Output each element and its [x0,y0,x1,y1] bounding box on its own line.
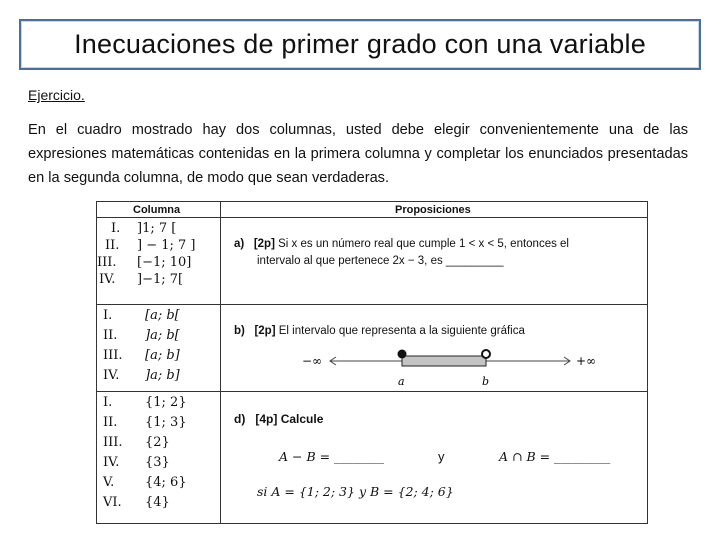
roman-d-6: VI. [103,495,122,510]
value-d-5: {4; 6} [145,475,187,490]
row-divider-1 [97,304,647,305]
roman-b-1: I. [103,308,113,323]
value-b-2: ]a; b[ [145,328,180,343]
roman-d-4: IV. [103,455,120,470]
value-a-3: [−1; 10] [137,255,192,270]
value-b-1: [a; b[ [145,308,180,323]
value-b-4: ]a; b] [145,368,180,383]
prop-d-letter: d) [234,412,246,426]
value-d-4: {3} [145,455,170,470]
col1-header: Columna [133,204,181,216]
label-a: a [398,375,405,388]
roman-a-3: III. [97,255,117,270]
column-divider [220,202,221,523]
conjunction-y: y [438,449,445,464]
proposition-b [234,325,525,337]
number-line-graph [302,344,602,390]
prop-b-points: [2p] [254,325,276,337]
label-b: b [482,375,490,388]
page-title: Inecuaciones de primer grado con una variable [74,29,646,59]
proposition-a [234,238,569,250]
roman-d-2: II. [103,415,118,430]
value-a-4: ]−1; 7[ [137,272,184,287]
roman-a-4: IV. [99,272,116,287]
value-d-3: {2} [145,435,170,450]
prop-d-points: [4p] [255,412,278,426]
roman-d-5: V. [103,475,115,490]
roman-b-4: IV. [103,368,120,383]
title-box [19,19,701,70]
roman-a-1: I. [111,221,121,236]
neg-infinity-label: −∞ [302,354,323,368]
value-d-1: {1; 2} [145,395,187,410]
roman-d-3: III. [103,435,123,450]
prop-a-letter: a) [234,238,245,250]
value-a-1: ]1; 7 [ [137,221,177,236]
prop-b-text: El intervalo que representa a la siguiente gráfica [278,325,525,337]
pos-infinity-label: +∞ [576,354,597,368]
col2-header: Proposiciones [395,204,471,216]
header-divider [97,217,647,218]
interval-segment [402,356,486,366]
given-sets: si A = {1; 2; 3} y B = {2; 4; 6} [257,484,454,499]
roman-b-3: III. [103,348,123,363]
exercise-table [96,201,648,524]
prop-a-line1: Si x es un número real que cumple 1 < x < 5, entonces el [278,238,569,250]
expr-a-minus-b: A − B = ________ [279,449,385,464]
prop-b-letter: b) [234,325,245,337]
open-point-b [482,350,490,358]
expr-a-intersect-b: A ∩ B = _________ [499,449,611,464]
prop-a-line2: intervalo al que pertenece 2x − 3, es _________ [257,255,504,267]
section-label: Ejercicio. [28,87,85,103]
roman-a-2: II. [105,238,120,253]
prop-a-points: [2p] [253,238,275,250]
value-d-2: {1; 3} [145,415,187,430]
closed-point-a [398,350,407,359]
prop-d-text: Calcule [280,412,324,426]
value-a-2: ] − 1; 7 ] [137,238,196,253]
value-b-3: [a; b] [145,348,180,363]
value-d-6: {4} [145,495,170,510]
instructions-paragraph: En el cuadro mostrado hay dos columnas, usted debe elegir convenientemente una de las expresiones matemáticas contenidas en la primera columna y completar los enunciados presentadas en la segunda columna, de modo que sean verdaderas. [28,122,688,186]
proposition-d [234,412,323,426]
roman-d-1: I. [103,395,113,410]
row-divider-2 [97,391,647,392]
roman-b-2: II. [103,328,118,343]
